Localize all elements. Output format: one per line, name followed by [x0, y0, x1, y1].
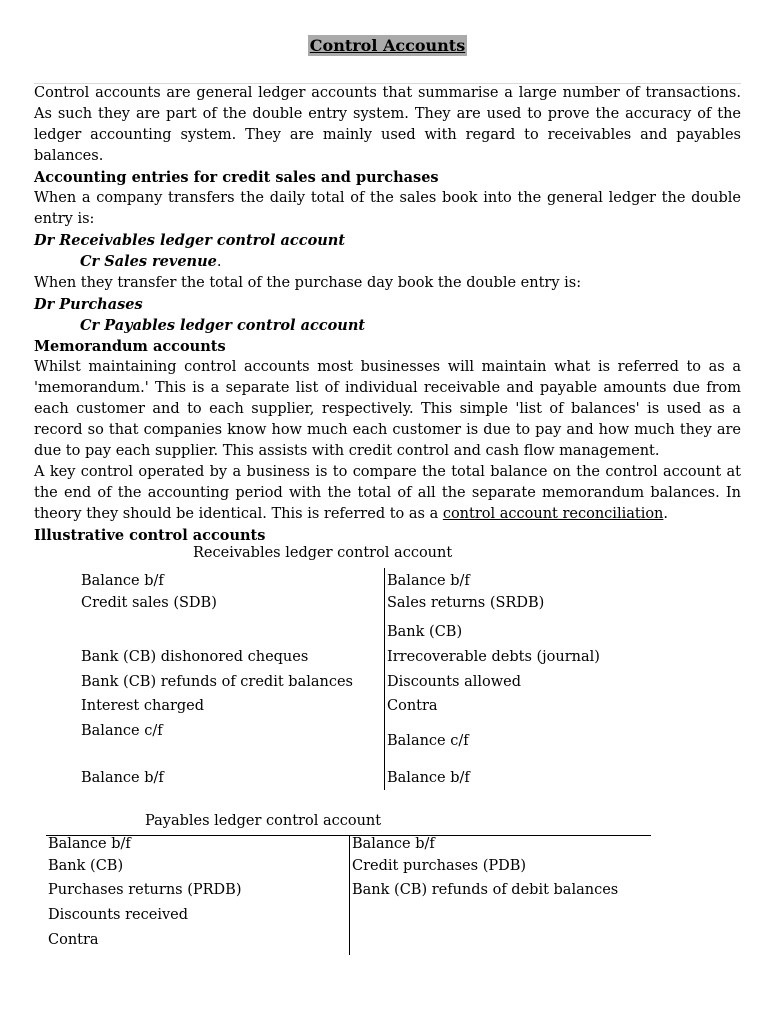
rec-debit-credit-sales: Credit sales (SDB)	[81, 595, 217, 611]
rec-credit-balance-cf: Balance c/f	[387, 733, 469, 749]
rec-credit-sales-returns: Sales returns (SRDB)	[387, 595, 545, 611]
memo-paragraph: Whilst maintaining control accounts most businesses will maintain what is referred to as a 'memorandum.' This is a separate list of individual receivable and payable amounts due from each customer and to each supplier, respectively. This simple 'list of balances' is used as a record so that companies know how much each customer is due to pay and how much they are due to pay each supplier. This assists with credit control and cash flow management.	[34, 359, 741, 459]
dr-receivables-entry: Dr Receivables ledger control account	[34, 232, 346, 249]
rec-debit-balance-cf: Balance c/f	[81, 723, 163, 739]
rec-credit-irrecoverable: Irrecoverable debts (journal)	[387, 649, 600, 665]
pay-credit-purchases: Credit purchases (PDB)	[352, 858, 527, 874]
key-control-text: A key control operated by a business is to compare the total balance on the control account at the end of the accounting period with the total of all the separate memorandum balances. In theory they should be identical. This is referred to as a	[34, 464, 741, 522]
purchase-intro-paragraph: When they transfer the total of the purchase day book the double entry is:	[34, 275, 582, 291]
rec-credit-balance-bf: Balance b/f	[387, 573, 470, 589]
pay-credit-refunds: Bank (CB) refunds of debit balances	[352, 882, 619, 898]
pay-debit-discounts: Discounts received	[48, 907, 189, 923]
cr-payables-entry: Cr Payables ledger control account	[80, 317, 366, 334]
dr-purchases-entry: Dr Purchases	[34, 296, 143, 313]
pay-debit-balance-bf: Balance b/f	[48, 836, 131, 852]
payables-title: Payables ledger control account	[145, 813, 382, 829]
rec-debit-interest: Interest charged	[81, 698, 205, 714]
cr-sales-entry: Cr Sales revenue	[80, 253, 217, 270]
key-control-paragraph: A key control operated by a business is to compare the total balance on the control account at the end of the accounting period with the total of all the separate memorandum balances. In theory they should be identical. This is referred to as a control account reconciliation.	[34, 464, 741, 522]
rec-debit-balance-bf-2: Balance b/f	[81, 770, 164, 786]
cr-sales-line: Cr Sales revenue.	[80, 253, 222, 270]
pay-debit-contra: Contra	[48, 932, 99, 948]
intro-paragraph: Control accounts are general ledger accounts that summarise a large number of transactions. As such they are part of the double entry system. They are used to prove the accuracy of the ledger accounting system. They are mainly used with regard to receivables and payables balances.	[34, 85, 741, 164]
rec-debit-refunds: Bank (CB) refunds of credit balances	[81, 674, 353, 690]
rec-credit-balance-bf-2: Balance b/f	[387, 770, 470, 786]
rec-credit-discounts: Discounts allowed	[387, 674, 522, 690]
rec-credit-contra: Contra	[387, 698, 438, 714]
heading-memorandum: Memorandum accounts	[34, 338, 226, 355]
heading-credit-entries: Accounting entries for credit sales and purchases	[34, 169, 439, 186]
receivables-title: Receivables ledger control account	[193, 545, 453, 561]
sales-intro-paragraph: When a company transfers the daily total of the sales book into the general ledger the double entry is:	[34, 190, 741, 227]
heading-illustrative: Illustrative control accounts	[34, 527, 266, 544]
page-title: Control Accounts	[309, 36, 466, 55]
pay-credit-balance-bf: Balance b/f	[352, 836, 435, 852]
pay-debit-purchases-returns: Purchases returns (PRDB)	[48, 882, 242, 898]
payables-t-divider	[349, 835, 350, 955]
pay-debit-bank: Bank (CB)	[48, 858, 124, 874]
rec-debit-dishonored: Bank (CB) dishonored cheques	[81, 649, 309, 665]
rec-credit-bank: Bank (CB)	[387, 624, 463, 640]
reconciliation-link: control account reconciliation	[442, 506, 664, 522]
rec-debit-balance-bf: Balance b/f	[81, 573, 164, 589]
